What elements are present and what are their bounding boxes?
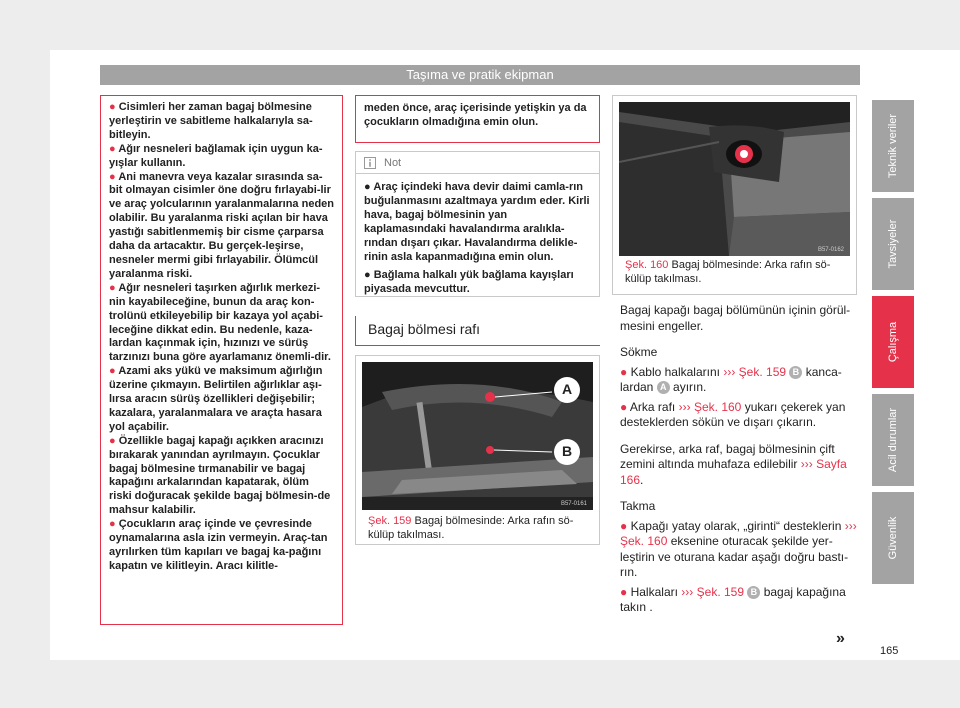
figure-link[interactable]: Şek. 160 [693,399,742,414]
warning-continuation-text: meden önce, araç içerisinde yetişkin ya da çocukların olmadığına emin olun. [364,102,587,128]
page-header: Taşıma ve pratik ekipman [100,65,860,85]
figure-160-image [619,102,850,256]
warning-box [100,95,343,625]
figure-link[interactable]: Şek. 159 [738,364,787,379]
intro-paragraph: Bagaj kapağı bagaj bölümünün içinin görül-mesini engeller. [620,303,851,333]
tab-advice[interactable]: Tavsiyeler [872,198,914,290]
right-column [620,303,860,616]
install-step-1: ● Kapağı yatay olarak, „girinti“ desteklerin ››› Şek. 160 eksenine oturacak şekilde yer-leştirin ve oturana kadar aşağı doğru bastı-rın. [620,518,857,579]
tab-safety[interactable]: Güvenlik [872,492,914,584]
figure-159-caption: Şek. 159 Bagaj bölmesinde: Arka rafın sö-külüp takılması. [368,515,574,541]
figure-159-image [362,362,593,510]
info-icon [364,157,376,169]
warning-item: ● Azami aks yükü ve maksimum ağırlığın üzerine çıkmayın. Belirtilen ağırlıklar aşı-lırsa aracın sürüş özellikleri değişebilir; kazalara, yaralanmalara ve araçta hasara yol açabilir. [109,365,323,433]
warning-item: ● Ani manevra veya kazalar sırasında sa-bit olmayan cisimler öne doğru fırlayabi-lir ve araç yolcularının yaralanmalarına neden olabilir. Bu yaralanma riski açılan bir hava yastığı sabitlenmemiş bir cisme çarparsa daha da artacaktır. Bu gerçek-leşirse, nesneler mermi gibi fırlayabilir. Ölümcül yaralanma riski. [109,170,334,280]
note-item: ● Araç içindeki hava devir daimi camla-rın buğulanmasını azaltmaya yardım eder. Kirli hava, bagaj bölmesinin yan kaplamasındaki havalandırma aralıkla-rından dışarı çıkar. Havalandırma delikle-rinin asla kapanmadığına emin olun. [364,181,590,263]
tab-emergencies[interactable]: Acil durumlar [872,394,914,486]
warning-item: ● Çocukların araç içinde ve çevresinde oynamalarına asla izin vermeyin. Araç-tan ayrılırken tüm kapıları ve bagaj ka-pağını kapatın ve kilitleyin. Aracı kilitle- [109,518,328,572]
page-number: 165 [880,645,899,657]
figure-link[interactable]: Şek. 160 [620,534,668,548]
page-link[interactable]: Sayfa 166 [620,457,847,487]
figure-159 [355,355,600,545]
install-step-2: ● Halkaları ››› Şek. 159 B bagaj kapağına takın . [620,584,846,614]
tab-technical-data[interactable]: Teknik veriler [872,100,914,192]
figure-160-caption: Şek. 160 Bagaj bölmesinde: Arka rafın sö-külüp takılması. [625,259,831,285]
removal-step-1: ● Kablo halkalarını ››› Şek. 159 B kanca-lardan A ayırın. [620,364,842,394]
note-item: ● Bağlama halkalı yük bağlama kayışları piyasada mevcuttur. [364,269,574,295]
storage-paragraph: Gerekirse, arka raf, bagaj bölmesinin çift zemini altında muhafaza edilebilir ››› Sayfa 166. [620,441,847,487]
removal-step-2: ● Arka rafı ››› Şek. 160 yukarı çekerek yan desteklerden sökün ve dışarı çıkarın. [620,399,846,429]
trunk-shelf-illustration [619,102,850,256]
removal-heading: Sökme [620,345,658,359]
warning-item: ● Cisimleri her zaman bagaj bölmesine yerleştirin ve sabitleme halkalarıyla sa-bitleyin. [109,101,313,141]
figure-code: B57-0161 [560,501,587,507]
note-heading: Not [384,156,402,169]
continue-mark: » [836,630,845,647]
label-b: B [561,443,573,459]
note-body [356,174,599,302]
label-a: A [561,381,573,397]
note-box [355,151,600,297]
note-header [356,152,599,174]
install-heading: Takma [620,499,656,513]
warning-item: ● Ağır nesneleri taşırken ağırlık merkezi-nin kayabileceğine, bunun da araç kon-trolünü etkileyebilip bir kazaya yol açabi-leceğine dikkat edin. Bu nedenle, kaza-lardan kaçınmak için, hızınızı ve sürüş tarzınızı buna göre ayarlamanız önemli-dir. [109,281,331,364]
warning-item: ● Ağır nesneleri bağlamak için uygun ka-yışlar kullanın. [109,142,323,169]
figure-160 [612,95,857,295]
section-title: Bagaj bölmesi rafı [355,316,600,346]
figure-code: B57-0162 [817,247,844,253]
warning-item: ● Özellikle bagaj kapağı açıkken aracınızı bırakarak yanından ayrılmayın. Çocuklar bagaj bölmesine tırmanabilir ve bagaj kapağını arkalarından kapatarak, ölüm riski doğuracak şekilde bagaj bölmesin-de mahsur kalabilir. [109,434,331,517]
figure-link[interactable]: Şek. 159 [696,584,745,599]
warning-continuation [355,95,600,143]
tab-operation[interactable]: Çalışma [872,296,914,388]
